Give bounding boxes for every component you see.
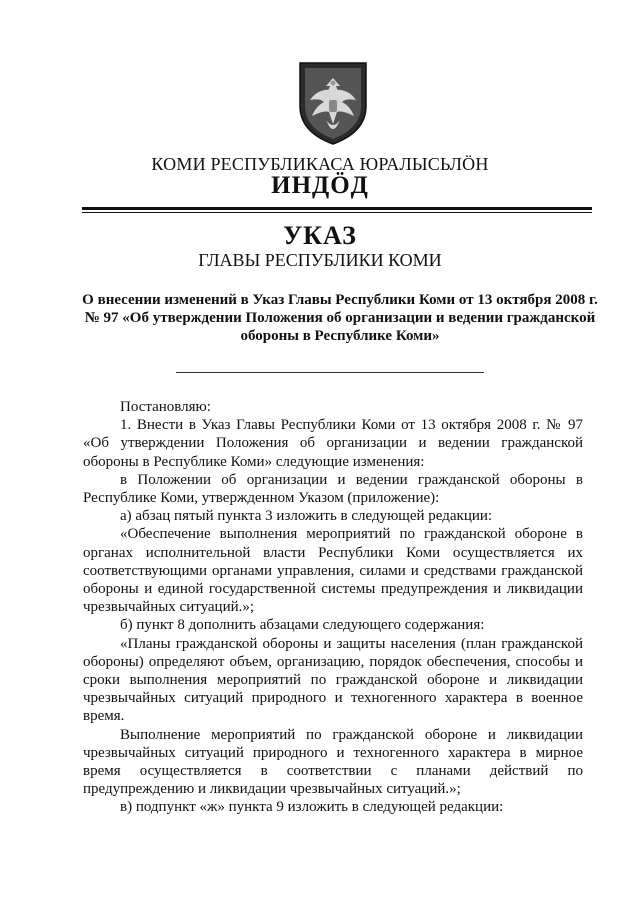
body-paragraph: Выполнение мероприятий по гражданской обороне и ликвидации чрезвычайных ситуаций природного и техногенного характера в мирное время осуществляется в соответствии с планами действий по предупреждению и ликвидации чрезвычайных ситуаций.»; (83, 726, 583, 798)
body-paragraph: «Планы гражданской обороны и защиты населения (план гражданской обороны) определяют объем, организацию, порядок обеспечения, способы и сроки выполнения мероприятий по гражданской обороне и ликвидации чрезвычайных ситуаций природного и техногенного характера в военное время. (83, 635, 583, 725)
decree-issuer: ГЛАВЫ РЕСПУБЛИКИ КОМИ (198, 250, 442, 270)
body-paragraph: б) пункт 8 дополнить абзацами следующего содержания: (120, 617, 485, 634)
body-paragraph: Постановляю: (120, 399, 211, 415)
decree-komi-title: ИНДӦД (271, 172, 369, 199)
decree-title: УКАЗ (283, 221, 357, 250)
coat-of-arms-icon (296, 60, 370, 146)
decree-subject: О внесении изменений в Указ Главы Республики Коми от 13 октября 2008 г. № 97 «Об утверждении Положения об организации и ведении гражданской обороны в Республике Коми» (82, 292, 598, 344)
body-paragraph: в) подпункт «ж» пункта 9 изложить в следующей редакции: (120, 799, 504, 816)
republic-title: КОМИ РЕСПУБЛИКАСА ЮРАЛЫСЬЛӦН (151, 154, 489, 174)
decree-body (83, 398, 583, 817)
header-divider-thick (82, 207, 592, 210)
subject-separator (176, 372, 484, 373)
body-paragraph: 1. Внести в Указ Главы Республики Коми от 13 октября 2008 г. № 97 «Об утверждении Положения об организации и ведении гражданской обороны в Республике Коми» следующие изменения: (83, 417, 583, 470)
header-divider-thin (82, 212, 592, 213)
body-paragraph: а) абзац пятый пункта 3 изложить в следующей редакции: (120, 508, 493, 525)
body-paragraph: «Обеспечение выполнения мероприятий по гражданской обороне в органах исполнительной власти Республики Коми осуществляется их соответствующими органами управления, силами и средствами гражданской обороны и единой государственной системы предупреждения и ликвидации чрезвычайных ситуаций.»; (83, 526, 583, 616)
body-paragraph: в Положении об организации и ведении гражданской обороны в Республике Коми, утвержденном Указом (приложение): (83, 471, 583, 507)
